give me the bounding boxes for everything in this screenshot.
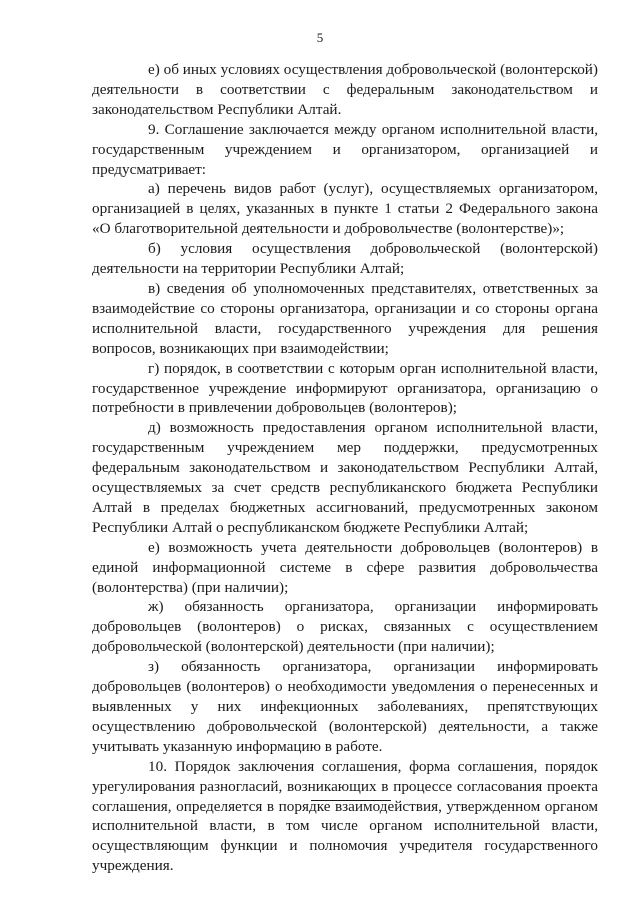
paragraph-item-e: е) возможность учета деятельности добровольцев (волонтеров) в единой информационной системе в сфере развития добровольчества (волонтерства) (при наличии); — [92, 538, 598, 596]
document-body — [92, 60, 598, 876]
paragraph-item-v: в) сведения об уполномоченных представителях, ответственных за взаимодействие со стороны организатора, организации и со стороны органа исполнительной власти, государственного учреждения для решения вопросов, возникающих при взаимодействии; — [92, 279, 598, 357]
paragraph-item-g: г) порядок, в соответствии с которым орган исполнительной власти, государственное учреждение информируют организатора, организацию о потребности в привлечении добровольцев (волонтеров); — [92, 359, 598, 417]
paragraph-item-d: д) возможность предоставления органом исполнительной власти, государственным учреждением мер поддержки, предусмотренных федеральным законодательством и законодательством Республики Алтай, осуществляемых за счет средств республиканского бюджета Республики Алтай в пределах бюджетных ассигнований, предусмотренных законом Республики Алтай о республиканском бюджете Республики Алтай; — [92, 419, 598, 536]
page-number: 5 — [316, 30, 324, 45]
end-of-text-divider — [311, 800, 391, 801]
paragraph-item-a: а) перечень видов работ (услуг), осуществляемых организатором, организацией в целях, указанных в пункте 1 статьи 2 Федерального закона «О благотворительной деятельности и добровольчестве (волонтерстве)»; — [92, 180, 598, 238]
paragraph-clause-10: 10. Порядок заключения соглашения, форма соглашения, порядок урегулирования разногласий, возникающих в процессе согласования проекта соглашения, определяется в порядке взаимодействия, утвержденном органом исполнительной власти, в том числе органом исполнительной власти, осуществляющим функции и полномочия учредителя государственного учреждения. — [92, 757, 598, 875]
paragraph-item-zh: ж) обязанность организатора, организации информировать добровольцев (волонтеров) о рисках, связанных с осуществлением добровольческой (волонтерской) деятельности (при наличии); — [92, 598, 598, 656]
paragraph-clause-9: 9. Соглашение заключается между органом исполнительной власти, государственным учреждением и организатором, организацией и предусматривает: — [92, 120, 598, 178]
paragraph-item-e-other-conditions: е) об иных условиях осуществления добровольческой (волонтерской) деятельности в соответствии с федеральным законодательством и законодательством Республики Алтай. — [92, 61, 598, 118]
paragraph-item-b: б) условия осуществления добровольческой (волонтерской) деятельности на территории Республики Алтай; — [92, 240, 598, 278]
paragraph-item-z: з) обязанность организатора, организации информировать добровольцев (волонтеров) о необходимости уведомления о перенесенных и выявленных у них инфекционных заболеваниях, препятствующих осуществлению добровольческой (волонтерской) деятельности, а также учитывать указанную информацию в работе. — [92, 658, 598, 755]
